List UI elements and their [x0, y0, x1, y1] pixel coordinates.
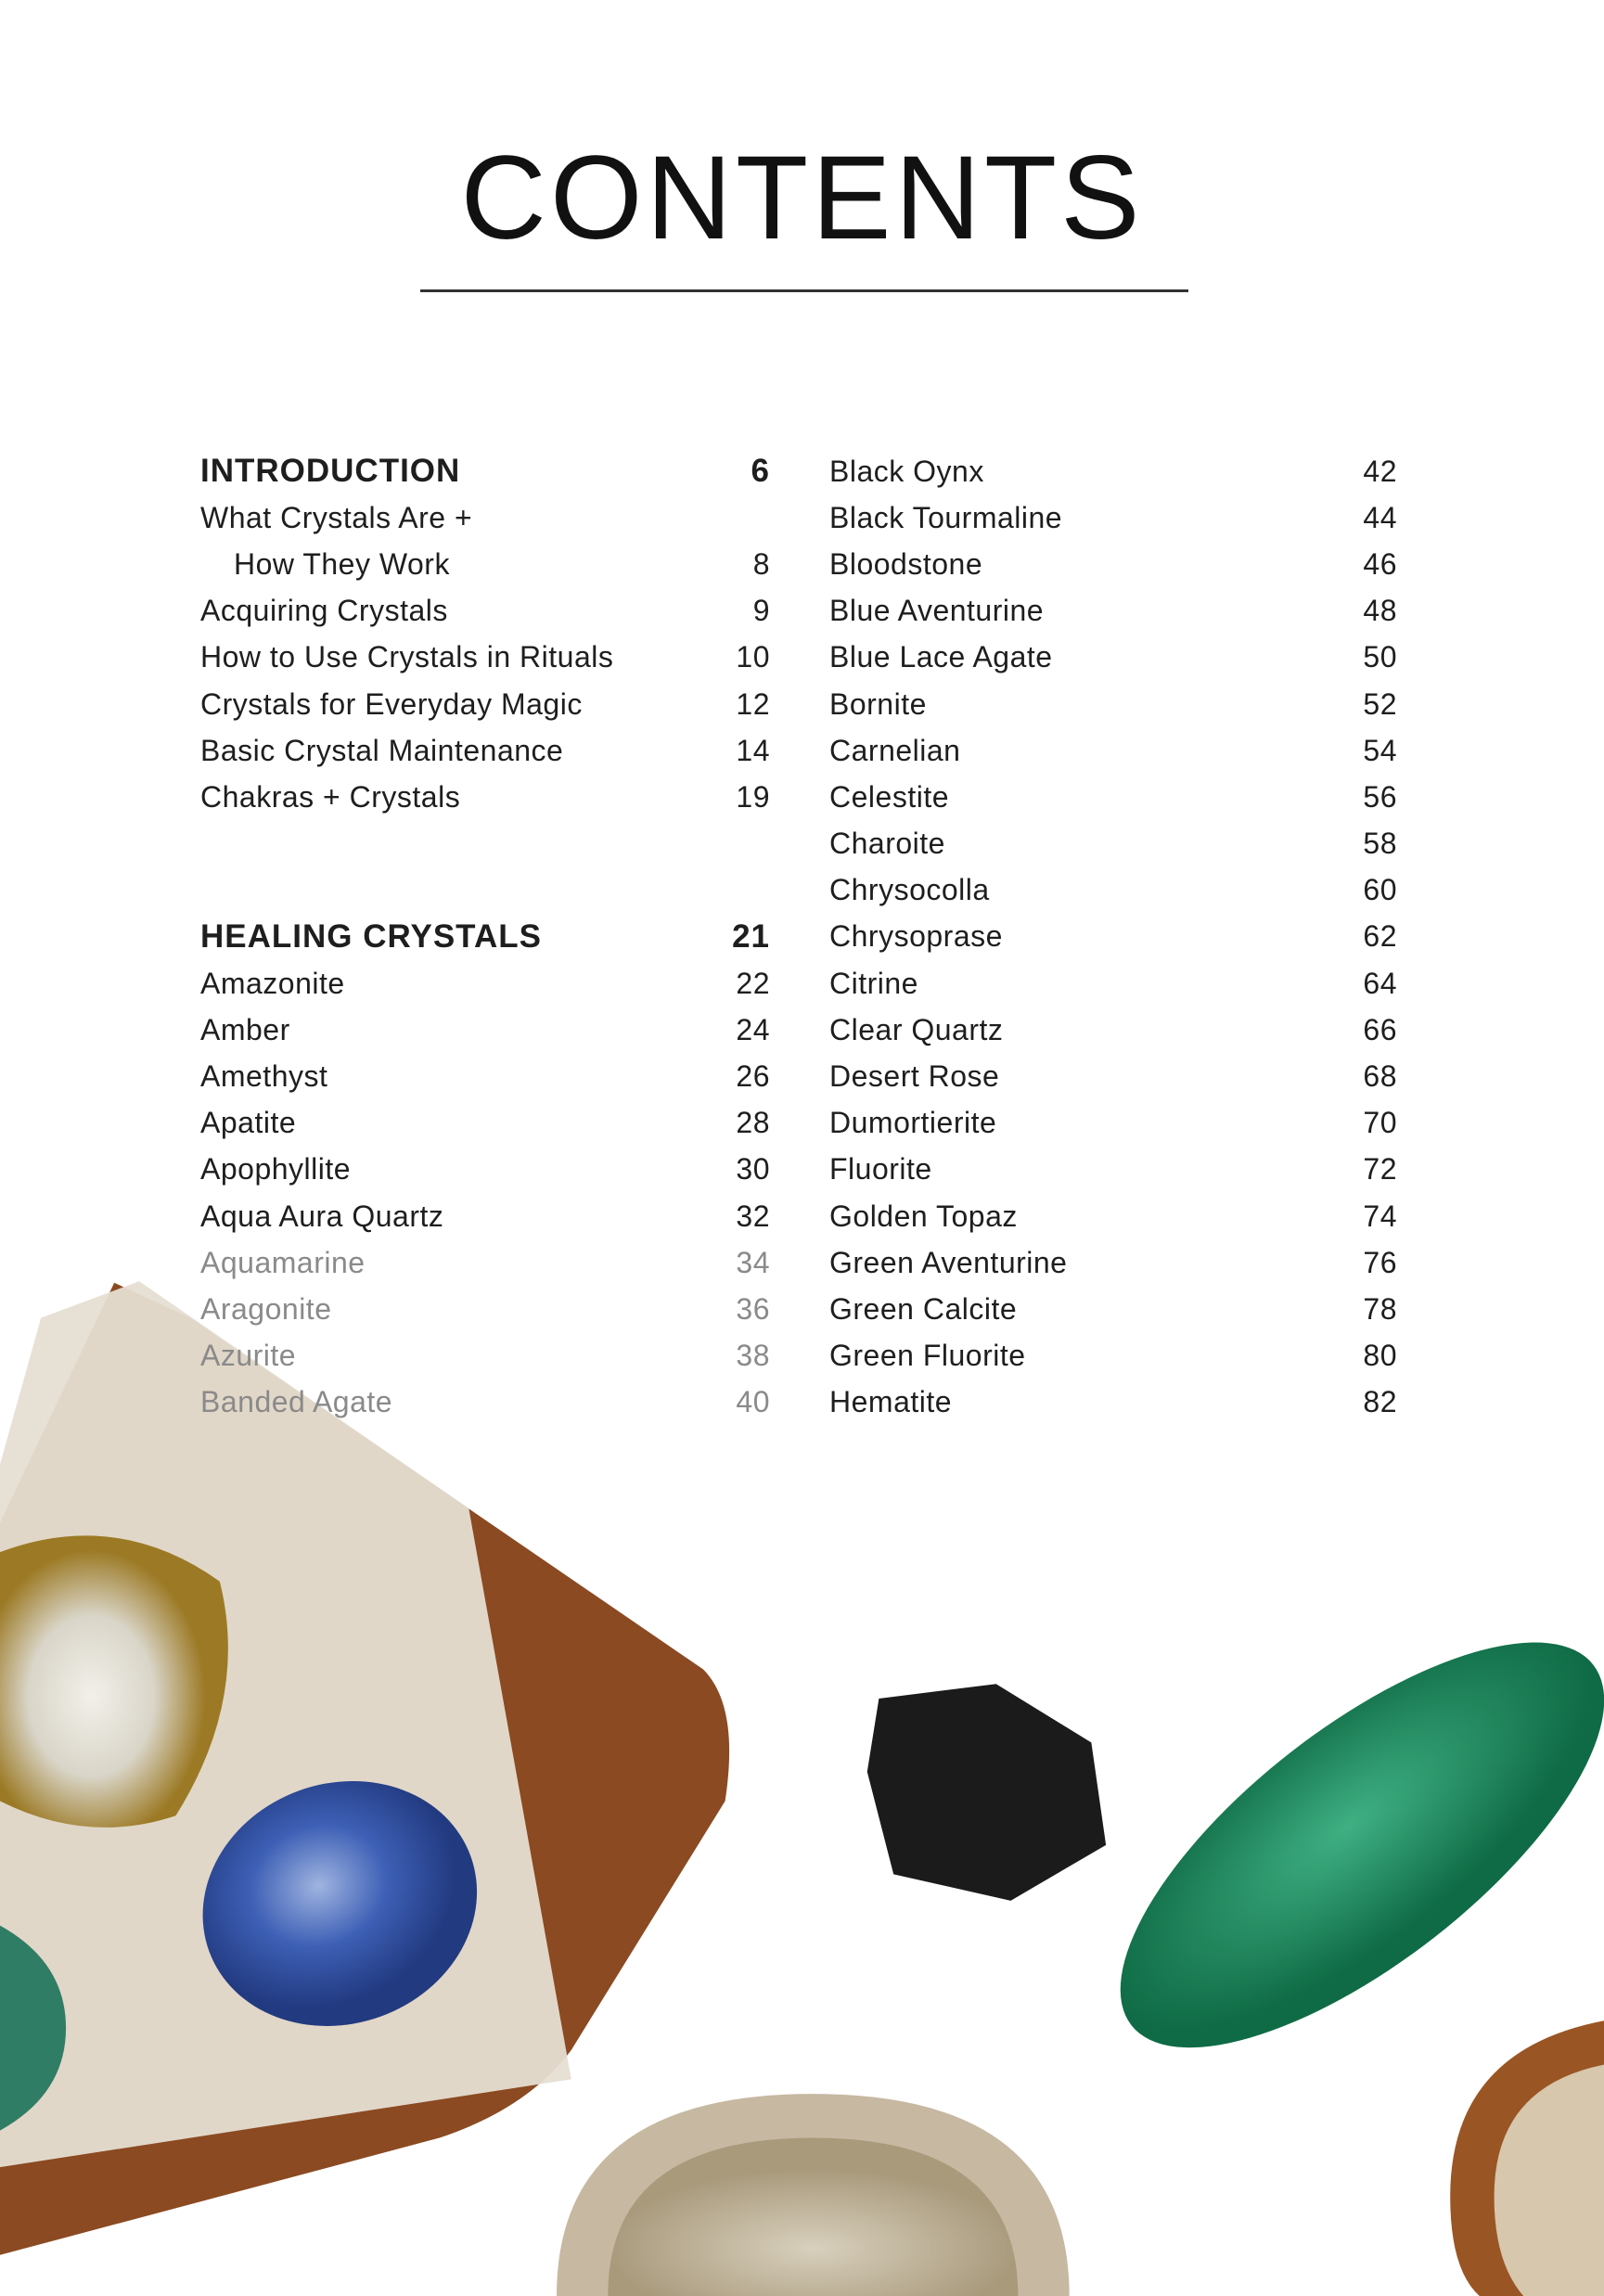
page-number: 14	[736, 733, 770, 767]
page-number: 36	[736, 1291, 770, 1326]
section-heading[interactable]	[200, 914, 770, 960]
entry-title: Apatite	[200, 1106, 297, 1140]
toc-entry[interactable]	[829, 960, 1397, 1007]
entry-title: Fluorite	[829, 1152, 932, 1186]
entry-title: Amethyst	[200, 1059, 328, 1094]
page-number: 42	[1363, 454, 1397, 488]
toc-entry[interactable]	[200, 1053, 770, 1099]
entry-title: Chakras + Crystals	[200, 779, 461, 814]
entry-title: Aquamarine	[200, 1245, 366, 1279]
page-number: 6	[751, 453, 770, 490]
toc-entry[interactable]	[829, 541, 1397, 587]
toc-entry[interactable]	[829, 1286, 1397, 1332]
entry-title: Carnelian	[829, 733, 961, 767]
page-number: 66	[1363, 1012, 1397, 1046]
entry-title: Azurite	[200, 1339, 297, 1373]
toc-entry[interactable]	[829, 448, 1397, 494]
entry-title: How to Use Crystals in Rituals	[200, 640, 614, 674]
page-number: 72	[1363, 1152, 1397, 1186]
toc-entry[interactable]	[200, 1147, 770, 1193]
toc-entry[interactable]	[829, 1239, 1397, 1286]
page-number: 28	[736, 1106, 770, 1140]
entry-title: Black Tourmaline	[829, 500, 1063, 534]
page-number: 19	[736, 779, 770, 814]
entry-title: HEALING CRYSTALS	[200, 917, 542, 955]
page-title: CONTENTS	[460, 132, 1144, 264]
page-number: 24	[736, 1012, 770, 1046]
page-number: 34	[736, 1245, 770, 1279]
toc-entry[interactable]	[200, 727, 770, 774]
section-heading[interactable]	[200, 448, 770, 494]
entry-title: Amber	[200, 1012, 290, 1046]
entry-title: Bloodstone	[829, 546, 983, 581]
page-number: 78	[1363, 1291, 1397, 1326]
toc-entry[interactable]	[200, 1286, 770, 1332]
toc-entry[interactable]	[200, 635, 770, 681]
entry-title: Crystals for Everyday Magic	[200, 686, 583, 721]
page-number: 12	[736, 686, 770, 721]
black-tourmaline-crystal	[867, 1684, 1106, 1901]
toc-entry[interactable]	[200, 1100, 770, 1147]
entry-title: Acquiring Crystals	[200, 594, 448, 628]
toc-entry[interactable]	[200, 681, 770, 727]
toc-entry[interactable]	[829, 727, 1397, 774]
page-number: 70	[1363, 1106, 1397, 1140]
toc-entry[interactable]	[829, 774, 1397, 820]
spacer	[200, 821, 770, 867]
page-number: 22	[736, 966, 770, 1000]
entry-title: Chrysocolla	[829, 873, 990, 907]
entry-title: Green Calcite	[829, 1291, 1018, 1326]
toc-entry[interactable]	[200, 1239, 770, 1286]
toc-entry[interactable]	[200, 960, 770, 1007]
entry-title: Green Aventurine	[829, 1245, 1068, 1279]
page-number: 64	[1363, 966, 1397, 1000]
entry-title: Amazonite	[200, 966, 345, 1000]
page-number: 48	[1363, 594, 1397, 628]
wooden-bowl-right	[1450, 2020, 1604, 2296]
page-number: 54	[1363, 733, 1397, 767]
page-number: 68	[1363, 1059, 1397, 1094]
page-number: 40	[736, 1385, 770, 1419]
toc-entry[interactable]	[829, 635, 1397, 681]
entry-title: Bornite	[829, 686, 927, 721]
toc-entry[interactable]	[829, 1193, 1397, 1239]
page-number: 30	[736, 1152, 770, 1186]
page-number: 8	[752, 546, 770, 581]
entry-title: Golden Topaz	[829, 1199, 1018, 1233]
entry-title: Desert Rose	[829, 1059, 1000, 1094]
toc-entry[interactable]	[829, 1007, 1397, 1053]
page-number: 21	[732, 917, 770, 955]
entry-title: Blue Aventurine	[829, 594, 1045, 628]
page-number: 52	[1363, 686, 1397, 721]
toc-entry[interactable]	[200, 588, 770, 635]
toc-entry[interactable]	[829, 494, 1397, 541]
entry-title: Basic Crystal Maintenance	[200, 733, 564, 767]
toc-entry[interactable]	[200, 1193, 770, 1239]
entry-title: Citrine	[829, 966, 918, 1000]
page-number: 58	[1363, 827, 1397, 861]
toc-entry[interactable]	[200, 1333, 770, 1379]
toc-entry[interactable]	[829, 1100, 1397, 1147]
ceramic-bowl	[557, 2094, 1070, 2296]
toc-entry[interactable]	[829, 1333, 1397, 1379]
entry-title: How They Work	[234, 546, 450, 581]
title-divider	[420, 289, 1188, 292]
entry-title: What Crystals Are +	[200, 500, 473, 534]
entry-title: Banded Agate	[200, 1385, 393, 1419]
toc-entry[interactable]	[200, 774, 770, 820]
toc-entry[interactable]	[829, 821, 1397, 867]
page-number: 62	[1363, 919, 1397, 954]
spacer	[200, 867, 770, 914]
entry-title: Aqua Aura Quartz	[200, 1199, 444, 1233]
page-number: 56	[1363, 779, 1397, 814]
contents-right-column	[829, 448, 1397, 1426]
page-number: 32	[736, 1199, 770, 1233]
entry-title: Black Oynx	[829, 454, 984, 488]
page-number: 80	[1363, 1339, 1397, 1373]
entry-title: Green Fluorite	[829, 1339, 1026, 1373]
toc-entry[interactable]	[829, 588, 1397, 635]
toc-entry[interactable]	[200, 1007, 770, 1053]
contents-left-column	[200, 448, 770, 1426]
page-number: 9	[752, 594, 770, 628]
toc-entry[interactable]	[829, 1147, 1397, 1193]
entry-title: Charoite	[829, 827, 945, 861]
toc-entry[interactable]	[829, 681, 1397, 727]
toc-entry[interactable]	[829, 914, 1397, 960]
page-number: 60	[1363, 873, 1397, 907]
page-number: 10	[736, 640, 770, 674]
page-number: 82	[1363, 1385, 1397, 1419]
entry-title: Aragonite	[200, 1291, 332, 1326]
entry-title: Celestite	[829, 779, 949, 814]
entry-title: Hematite	[829, 1385, 953, 1419]
page-number: 26	[736, 1059, 770, 1094]
toc-entry[interactable]	[200, 541, 770, 587]
entry-title: INTRODUCTION	[200, 453, 461, 490]
page-number: 44	[1363, 500, 1397, 534]
entry-title: Dumortierite	[829, 1106, 997, 1140]
page-number: 46	[1363, 546, 1397, 581]
entry-title: Chrysoprase	[829, 919, 1003, 954]
malachite-crystal	[1059, 1572, 1604, 2118]
toc-entry[interactable]	[829, 1379, 1397, 1426]
entry-title: Blue Lace Agate	[829, 640, 1053, 674]
entry-title: Clear Quartz	[829, 1012, 1004, 1046]
toc-entry[interactable]	[200, 494, 770, 541]
toc-entry[interactable]	[829, 1053, 1397, 1099]
page-number: 50	[1363, 640, 1397, 674]
toc-entry[interactable]	[200, 1379, 770, 1426]
page-number: 76	[1363, 1245, 1397, 1279]
entry-title: Apophyllite	[200, 1152, 352, 1186]
toc-entry[interactable]	[829, 867, 1397, 914]
page-number: 74	[1363, 1199, 1397, 1233]
pyrite-quartz-crystal	[0, 1535, 228, 1828]
page-number: 38	[736, 1339, 770, 1373]
